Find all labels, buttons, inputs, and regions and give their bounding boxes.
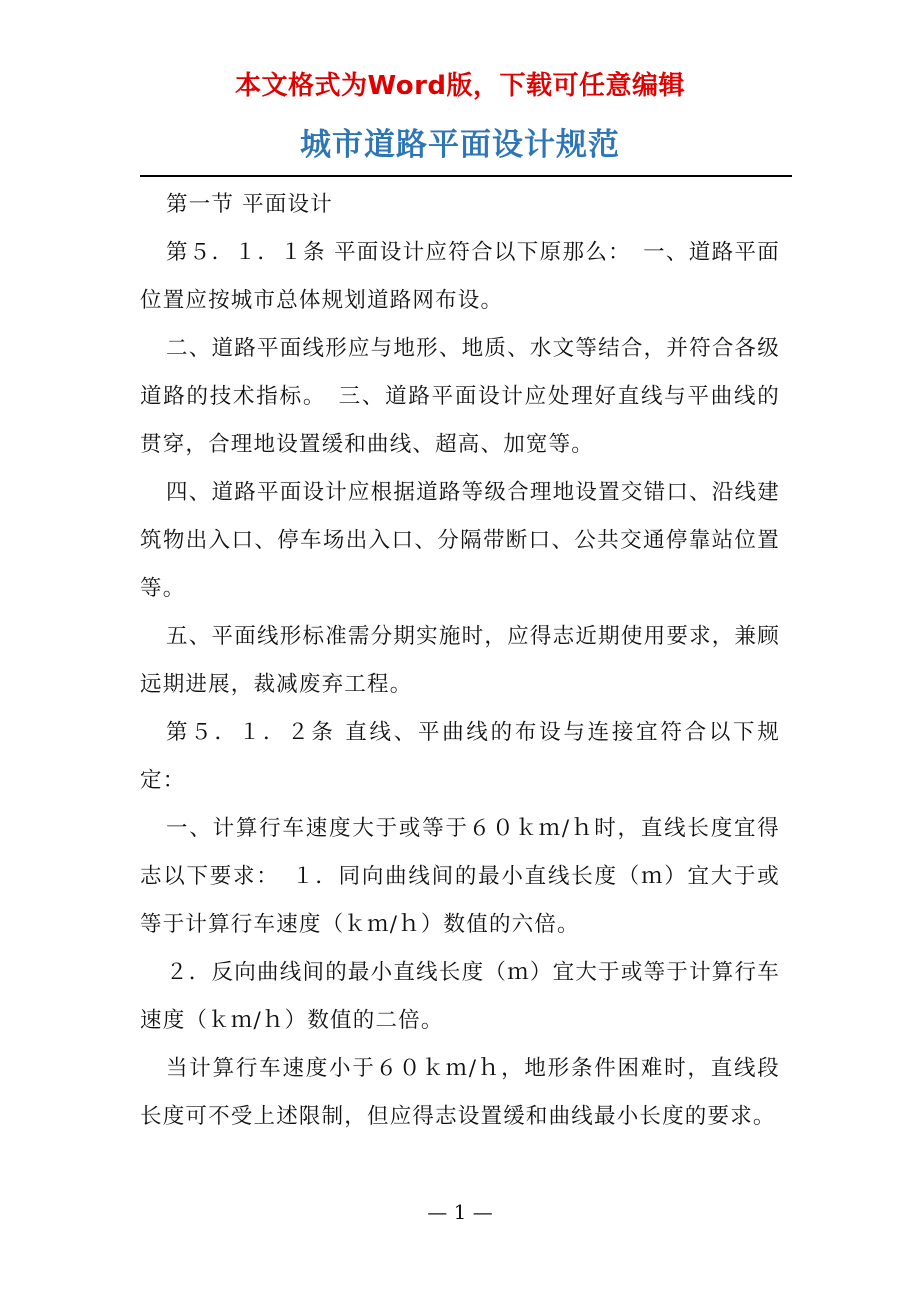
document-body (140, 181, 780, 1141)
section-heading: 第一节 平面设计 (166, 192, 333, 217)
paragraph: 第５．１．１条 平面设计应符合以下原那么： 一、道路平面位置应按城市总体规划道路网布设。 (140, 240, 780, 313)
download-banner: 本文格式为Word版，下载可任意编辑 (234, 71, 686, 101)
paragraph: 第５．１．２条 直线、平曲线的布设与连接宜符合以下规定： (140, 720, 780, 793)
paragraph: ２．反向曲线间的最小直线长度（ｍ）宜大于或等于计算行车速度（ｋｍ/ｈ）数值的二倍。 (140, 960, 780, 1033)
paragraph: 二、道路平面线形应与地形、地质、水文等结合，并符合各级道路的技术指标。 三、道路平面设计应处理好直线与平曲线的贯穿，合理地设置缓和曲线、超高、加宽等。 (140, 336, 780, 457)
title-divider (140, 175, 792, 177)
paragraph: 五、平面线形标准需分期实施时，应得志近期使用要求，兼顾远期进展，裁减废弃工程。 (140, 624, 780, 697)
paragraph: 一、计算行车速度大于或等于６０ｋｍ/ｈ时，直线长度宜得志以下要求： １．同向曲线间的最小直线长度（ｍ）宜大于或等于计算行车速度（ｋｍ/ｈ）数值的六倍。 (140, 816, 780, 937)
document-title: 城市道路平面设计规范 (300, 127, 620, 163)
page-number: — 1 — (427, 1200, 493, 1224)
paragraph: 当计算行车速度小于６０ｋｍ/ｈ，地形条件困难时，直线段长度可不受上述限制，但应得志设置缓和曲线最小长度的要求。 (140, 1056, 780, 1129)
paragraph: 四、道路平面设计应根据道路等级合理地设置交错口、沿线建筑物出入口、停车场出入口、分隔带断口、公共交通停靠站位置等。 (140, 480, 780, 601)
